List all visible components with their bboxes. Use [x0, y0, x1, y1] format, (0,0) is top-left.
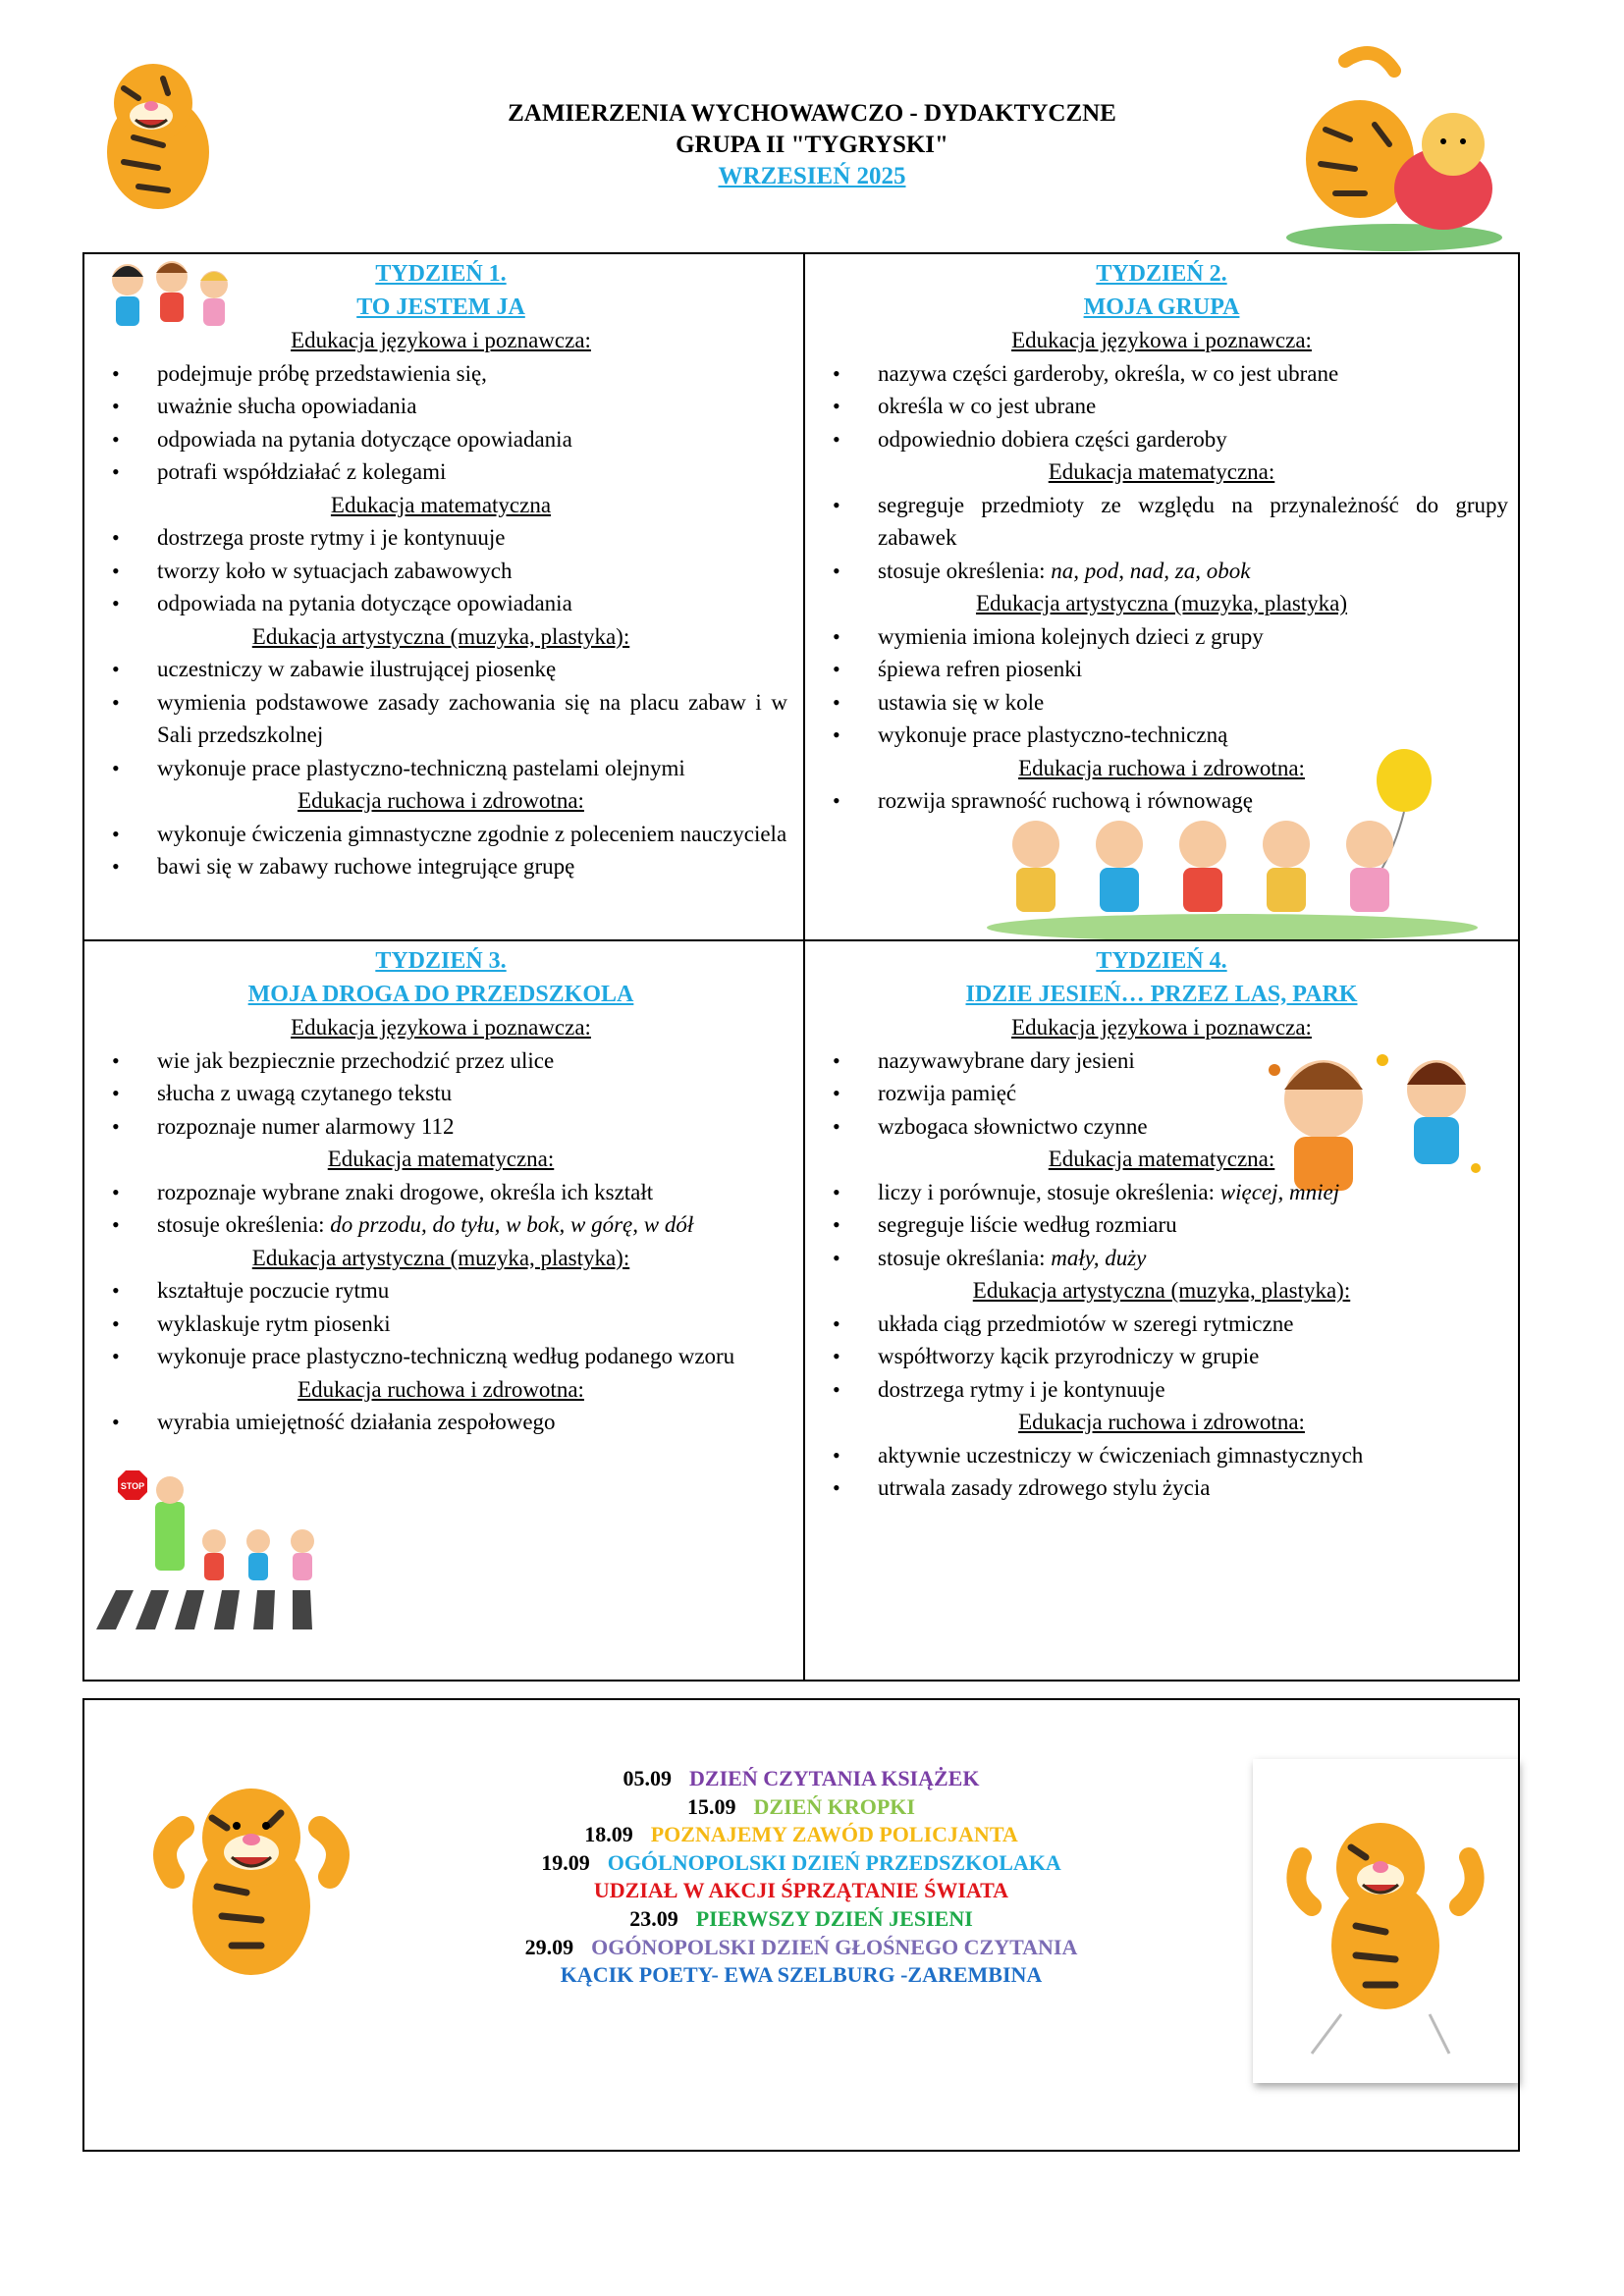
- goal-item: • dostrzega rytmy i je kontynuuje: [815, 1373, 1508, 1407]
- goal-item: • słucha z uwagą czytanego tekstu: [94, 1077, 787, 1110]
- goal-item: • wykonuje prace plastyczno-techniczną według podanego wzoru: [94, 1340, 787, 1373]
- goal-list: [94, 1176, 787, 1242]
- section-title: Edukacja artystyczna (muzyka, plastyka):: [251, 1245, 630, 1270]
- tigger-illustration-top-left: [65, 49, 232, 216]
- section-title: Edukacja artystyczna (muzyka, plastyka):: [972, 1278, 1351, 1303]
- section-title: Edukacja artystyczna (muzyka, plastyka):: [251, 623, 630, 649]
- page-title: ZAMIERZENIA WYCHOWAWCZO - DYDAKTYCZNE: [508, 100, 1116, 127]
- section-title: Edukacja ruchowa i zdrowotna:: [298, 788, 584, 813]
- week-2-theme: MOJA GRUPA: [1083, 294, 1240, 320]
- goal-item: • wyklaskuje rytm piosenki: [94, 1308, 787, 1341]
- events-box: [82, 1698, 1520, 2152]
- goal-italic: mały, duży: [1051, 1245, 1147, 1270]
- goal-list: [815, 784, 1508, 818]
- goal-list: [815, 1044, 1508, 1144]
- goal-item: [815, 555, 1508, 588]
- event-text: KĄCIK POETY- EWA SZELBURG -ZAREMBINA: [560, 1962, 1043, 1988]
- goal-prefix: liczy i porównuje, stosuje określenia:: [878, 1179, 1220, 1204]
- goal-item: • potrafi współdziałać z kolegami: [94, 455, 787, 489]
- goal-item: • odpowiada na pytania dotyczące opowiadania: [94, 587, 787, 620]
- goal-prefix: stosuje określenia:: [878, 558, 1052, 583]
- goal-list: [94, 1406, 787, 1439]
- section-title: Edukacja językowa i poznawcza:: [291, 328, 591, 352]
- tigger-photo-frame: [1253, 1759, 1518, 2083]
- goal-item: • aktywnie uczestniczy w ćwiczeniach gimnastycznych: [815, 1439, 1508, 1472]
- event-date: 15.09: [687, 1793, 736, 1819]
- goal-item: • rozwija sprawność ruchową i równowagę: [815, 784, 1508, 818]
- goal-item: • wykonuje prace plastyczno-techniczną: [815, 719, 1508, 752]
- goal-item: • wykonuje ćwiczenia gimnastyczne zgodnie z poleceniem nauczyciela: [94, 818, 787, 851]
- week-4-theme: IDZIE JESIEŃ… PRZEZ LAS, PARK: [965, 981, 1358, 1007]
- goal-item: [94, 1208, 787, 1242]
- section-title: Edukacja językowa i poznawcza:: [291, 1015, 591, 1040]
- section-title: Edukacja językowa i poznawcza:: [1011, 328, 1312, 352]
- week-2-label: TYDZIEŃ 2.: [1096, 261, 1227, 287]
- event-text: OGÓLNOPOLSKI DZIEŃ PRZEDSZKOLAKA: [607, 1849, 1061, 1875]
- goal-italic: na, pod, nad, za, obok: [1051, 558, 1251, 583]
- goal-list: [94, 653, 787, 784]
- event-text: DZIEŃ KROPKI: [753, 1793, 915, 1819]
- goal-list: [94, 1274, 787, 1373]
- goal-item: • odpowiednio dobiera części garderoby: [815, 423, 1508, 456]
- week-4-cell: [815, 945, 1508, 1505]
- week-4-label: TYDZIEŃ 4.: [1096, 948, 1227, 974]
- tigger-pooh-illustration-top-right: [1276, 31, 1512, 257]
- goal-item: • układa ciąg przedmiotów w szeregi rytmiczne: [815, 1308, 1508, 1341]
- week-3-theme: MOJA DROGA DO PRZEDSZKOLA: [247, 981, 634, 1007]
- event-text: OGÓNOPOLSKI DZIEŃ GŁOŚNEGO CZYTANIA: [591, 1934, 1078, 1959]
- goal-item: • śpiewa refren piosenki: [815, 653, 1508, 686]
- stop-sign-text: STOP: [120, 1481, 145, 1491]
- table-divider-horizontal: [84, 939, 1518, 941]
- goal-list: [94, 1044, 787, 1144]
- group-name: GRUPA II "TYGRYSKI": [676, 132, 948, 158]
- section-title: Edukacja ruchowa i zdrowotna:: [1018, 755, 1305, 780]
- goal-prefix: stosuje określenia:: [157, 1212, 331, 1237]
- goal-list: [815, 1176, 1508, 1275]
- week-3-cell: [94, 945, 787, 1439]
- section-title: Edukacja artystyczna (muzyka, plastyka): [975, 591, 1348, 615]
- event-text: DZIEŃ CZYTANIA KSIĄŻEK: [689, 1766, 980, 1790]
- goal-item: • rozpoznaje numer alarmowy 112: [94, 1110, 787, 1144]
- goal-item: • rozwija pamięć: [815, 1077, 1508, 1110]
- goal-item: [815, 1176, 1508, 1209]
- goal-item: • kształtuje poczucie rytmu: [94, 1274, 787, 1308]
- event-date: 18.09: [584, 1822, 633, 1847]
- event-text: PIERWSZY DZIEŃ JESIENI: [695, 1905, 973, 1931]
- event-date: 05.09: [623, 1766, 673, 1790]
- event-date: 23.09: [629, 1905, 678, 1931]
- goal-list: [94, 818, 787, 883]
- weekly-plan-table: [82, 252, 1520, 1682]
- goal-list: [815, 357, 1508, 456]
- goal-item: • uważnie słucha opowiadania: [94, 390, 787, 423]
- goal-item: • wymienia podstawowe zasady zachowania się na placu zabaw i w Sali przedszkolnej: [94, 686, 787, 752]
- section-title: Edukacja matematyczna:: [1048, 1147, 1275, 1171]
- goal-list: [815, 1308, 1508, 1407]
- goal-italic: do przodu, do tyłu, w bok, w górę, w dół: [330, 1212, 694, 1237]
- week-1-theme: TO JESTEM JA: [356, 294, 525, 320]
- goal-item: • wzbogaca słownictwo czynne: [815, 1110, 1508, 1144]
- goal-item: • określa w co jest ubrane: [815, 390, 1508, 423]
- goal-list: [94, 521, 787, 620]
- goal-list: [815, 1439, 1508, 1505]
- goal-item: • utrwala zasady zdrowego stylu życia: [815, 1471, 1508, 1505]
- event-date: 19.09: [541, 1849, 590, 1875]
- goal-italic: więcej, mniej: [1219, 1179, 1340, 1204]
- goal-item: • ustawia się w kole: [815, 686, 1508, 720]
- goal-item: • nazywawybrane dary jesieni: [815, 1044, 1508, 1078]
- event-text: POZNAJEMY ZAWÓD POLICJANTA: [650, 1822, 1018, 1847]
- goal-list: [815, 620, 1508, 752]
- goal-item: • dostrzega proste rytmy i je kontynuuje: [94, 521, 787, 555]
- goal-item: • tworzy koło w sytuacjach zabawowych: [94, 555, 787, 588]
- goal-item: • nazywa części garderoby, określa, w co jest ubrane: [815, 357, 1508, 391]
- goal-list: [815, 489, 1508, 588]
- goal-list: [94, 357, 787, 489]
- goal-item: • bawi się w zabawy ruchowe integrujące grupę: [94, 850, 787, 883]
- section-title: Edukacja matematyczna:: [1048, 459, 1275, 484]
- goal-item: • podejmuje próbę przedstawienia się,: [94, 357, 787, 391]
- event-date: 29.09: [524, 1934, 574, 1959]
- goal-item: [815, 1242, 1508, 1275]
- section-title: Edukacja matematyczna: [330, 492, 552, 517]
- section-title: Edukacja językowa i poznawcza:: [1011, 1015, 1312, 1040]
- goal-item: • odpowiada na pytania dotyczące opowiadania: [94, 423, 787, 456]
- week-1-cell: [94, 258, 787, 883]
- goal-prefix: stosuje określania:: [878, 1245, 1052, 1270]
- goal-item: • wie jak bezpiecznie przechodzić przez ulice: [94, 1044, 787, 1078]
- section-title: Edukacja ruchowa i zdrowotna:: [1018, 1410, 1305, 1434]
- goal-item: • wymienia imiona kolejnych dzieci z grupy: [815, 620, 1508, 654]
- month-title: WRZESIEŃ 2025: [718, 163, 906, 189]
- tigger-illustration-bottom-right: [1253, 1759, 1518, 2083]
- goal-item: • segreguje przedmioty ze względu na przynależność do grupy zabawek: [815, 489, 1508, 555]
- goal-item: • wykonuje prace plastyczno-techniczną pastelami olejnymi: [94, 752, 787, 785]
- table-divider-vertical: [803, 254, 805, 1680]
- section-title: Edukacja ruchowa i zdrowotna:: [298, 1376, 584, 1402]
- week-1-label: TYDZIEŃ 1.: [375, 261, 507, 287]
- goal-item: • segreguje liście według rozmiaru: [815, 1208, 1508, 1242]
- goal-item: • wyrabia umiejętność działania zespołowego: [94, 1406, 787, 1439]
- goal-item: • uczestniczy w zabawie ilustrującej piosenkę: [94, 653, 787, 686]
- event-text: UDZIAŁ W AKCJI ŚPRZĄTANIE ŚWIATA: [593, 1878, 1009, 1903]
- goal-item: • rozpoznaje wybrane znaki drogowe, określa ich kształt: [94, 1176, 787, 1209]
- goal-item: • współtworzy kącik przyrodniczy w grupie: [815, 1340, 1508, 1373]
- section-title: Edukacja matematyczna:: [327, 1147, 555, 1171]
- week-2-cell: [815, 258, 1508, 818]
- week-3-label: TYDZIEŃ 3.: [375, 948, 507, 974]
